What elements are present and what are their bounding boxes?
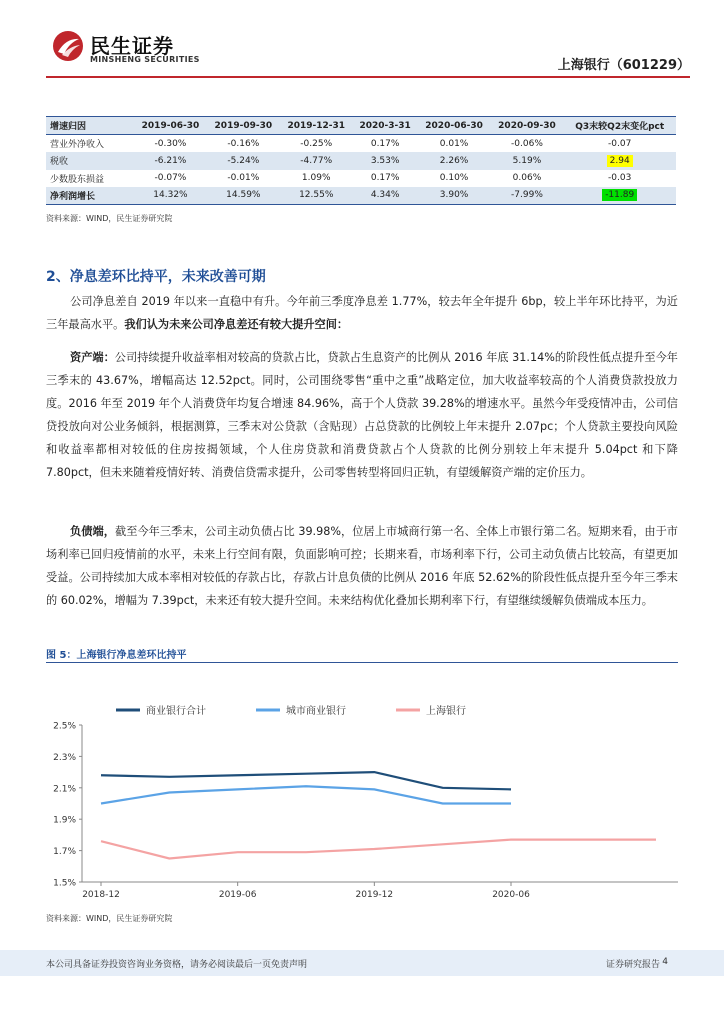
row-label: 营业外净收入 xyxy=(50,140,105,151)
table-cell: 0.10% xyxy=(439,173,469,184)
section-title: 2、净息差环比持平，未来改善可期 xyxy=(46,269,266,285)
table-header-cell: 2019-06-30 xyxy=(134,117,207,135)
minsheng-logo-icon xyxy=(52,30,84,62)
y-tick-label: 1.7% xyxy=(53,847,76,858)
logo-english-name: MINSHENG SECURITIES xyxy=(90,55,200,64)
row-label: 净利润增长 xyxy=(46,187,134,205)
table-row xyxy=(46,135,676,153)
table-header-cell: Q3末较Q2末变化pct xyxy=(563,117,676,135)
stock-name: 上海银行（601229） xyxy=(557,58,690,73)
nim-line-chart xyxy=(46,668,678,910)
figure-divider xyxy=(46,662,678,663)
table-cell: -0.30% xyxy=(154,138,187,149)
x-tick-label: 2019-12 xyxy=(355,890,394,900)
y-tick-group xyxy=(53,722,82,889)
table-cell: 0.17% xyxy=(370,138,400,149)
y-tick-label: 2.1% xyxy=(53,784,76,795)
y-tick-label: 2.3% xyxy=(53,752,76,763)
highlight-green-value: -11.89 xyxy=(602,189,637,201)
table-cell: 0.17% xyxy=(370,173,400,184)
table-cell xyxy=(563,152,676,169)
table-cell: -5.24% xyxy=(207,152,280,169)
table-header-cell: 2020-06-30 xyxy=(418,117,491,135)
table-cell: 3.90% xyxy=(418,187,491,205)
row-label: 少数股东损益 xyxy=(50,174,105,185)
page-number: 4 xyxy=(662,957,668,967)
highlight-yellow-value: 2.94 xyxy=(607,155,633,167)
paragraph-nim-intro xyxy=(46,290,678,336)
paragraph-text: 截至今年三季末，公司主动负债占比 39.98%，位居上市城商行第一名、全体上市银行第二名。短期来看，由于市场利率已回归疫情前的水平，未来上行空间有限，负面影响可控；长期来看，市场利率下行，公司主动负债占比较高，有望更加受益。公司持续加大成本率相对较低的存款占比，存款占计息负债的比例从 2016 年底 52.62%的阶段性低点提升至今年三季末的 60.02%，增幅为 7.39pct，未来还有较大提升空间。未来结构优化叠加长期利率下行，有望继续缓解负债端成本压力。 xyxy=(46,525,678,607)
footer-report-type: 证券研究报告 xyxy=(605,960,660,970)
table-header-cell: 增速归因 xyxy=(46,117,134,135)
table-cell: -7.99% xyxy=(491,187,564,205)
table-cell: 1.09% xyxy=(301,173,331,184)
legend-label: 上海银行 xyxy=(426,706,466,717)
table-source-note: 资料来源：WIND，民生证券研究院 xyxy=(46,214,173,223)
legend-label: 商业银行合计 xyxy=(146,706,206,717)
row-label: 税收 xyxy=(46,152,134,169)
logo-chinese-name: 民生证券 xyxy=(90,34,174,58)
paragraph-asset-side xyxy=(46,346,678,484)
paragraph-liability-side xyxy=(46,520,678,612)
table-cell: 14.59% xyxy=(207,187,280,205)
table-header-cell: 2020-09-30 xyxy=(491,117,564,135)
figure-source-note: 资料来源：WIND，民生证券研究院 xyxy=(46,914,173,923)
table-header-row xyxy=(46,117,676,135)
table-header-cell: 2020-3-31 xyxy=(353,117,418,135)
table-cell: 0.06% xyxy=(512,173,542,184)
x-tick-label: 2018-12 xyxy=(82,890,120,900)
table-cell xyxy=(563,187,676,205)
table-cell: 12.55% xyxy=(280,187,353,205)
x-tick-group xyxy=(82,882,530,900)
x-tick-label: 2019-06 xyxy=(218,890,257,900)
footer-disclaimer: 本公司具备证券投资咨询业务资格，请务必阅读最后一页免责声明 xyxy=(46,960,308,970)
table-cell: 2.26% xyxy=(418,152,491,169)
table-cell: 14.32% xyxy=(134,187,207,205)
paragraph-text: 公司持续提升收益率相对较高的贷款占比，贷款占生息资产的比例从 2016 年底 31.14%的阶段性低点提升至今年三季末的 43.67%，增幅高达 12.52pct。同时，公司围绕零售“重中之重”战略定位，加大收益率较高的个人消费贷款投放力度。2016 年至 2019 年个人消费贷年均复合增速 84.96%，高于个人贷款 39.28%的增速水平。虽然今年受疫情冲击，公司信贷投放向对公业务倾斜，根据测算，三季末对公贷款（含贴现）占总贷款的比例较上年末提升 2.07pc；个人贷款主要投向风险和收益率都相对较低的住房按揭领域，个人住房贷款和消费贷款占个人贷款的比例分别较上年末提升 5.04pct 和下降 7.80pct，但未来随着疫情好转、消费信贷需求提升，公司零售转型将回归正轨，有望缓解资产端的定价压力。 xyxy=(46,351,678,479)
table-header-cell: 2019-12-31 xyxy=(280,117,353,135)
table-cell: -0.07% xyxy=(154,173,187,184)
series-group xyxy=(101,772,656,858)
paragraph-bold-conclusion: 我们认为未来公司净息差还有较大提升空间： xyxy=(124,318,349,331)
series-line-3 xyxy=(101,840,656,859)
paragraph-text: 公司净息差自 2019 年以来一直稳中有升。今年前三季度净息差 1.77%，较去年全年提升 6bp，较上半年环比持平，为近三年最高水平。 xyxy=(46,295,678,331)
table-row xyxy=(46,170,676,187)
table-header-cell: 2019-09-30 xyxy=(207,117,280,135)
paragraph-bold-lead: 资产端： xyxy=(70,351,115,364)
table-cell: -0.07 xyxy=(608,138,632,149)
table-cell: -4.77% xyxy=(280,152,353,169)
figure-title: 图 5：上海银行净息差环比持平 xyxy=(46,650,187,661)
paragraph-bold-lead: 负债端， xyxy=(70,525,115,538)
y-tick-label: 1.9% xyxy=(53,815,76,826)
table-cell: -0.25% xyxy=(300,138,333,149)
table-cell: -0.16% xyxy=(227,138,260,149)
table-cell: 0.01% xyxy=(439,138,469,149)
y-tick-label: 2.5% xyxy=(53,721,76,732)
table-cell: -0.01% xyxy=(227,173,260,184)
legend-label: 城市商业银行 xyxy=(286,706,346,717)
table-row xyxy=(46,187,676,205)
x-tick-label: 2020-06 xyxy=(492,890,530,900)
header-divider xyxy=(46,76,690,78)
table-cell: -0.06% xyxy=(511,138,543,149)
table-cell: 5.19% xyxy=(491,152,564,169)
growth-attribution-table xyxy=(46,116,676,205)
chart-legend xyxy=(116,704,466,717)
table-cell: -0.03 xyxy=(608,173,632,184)
table-cell: 3.53% xyxy=(353,152,418,169)
table-cell: 4.34% xyxy=(353,187,418,205)
table-row xyxy=(46,152,676,169)
y-tick-label: 1.5% xyxy=(53,878,76,889)
table-cell: -6.21% xyxy=(134,152,207,169)
